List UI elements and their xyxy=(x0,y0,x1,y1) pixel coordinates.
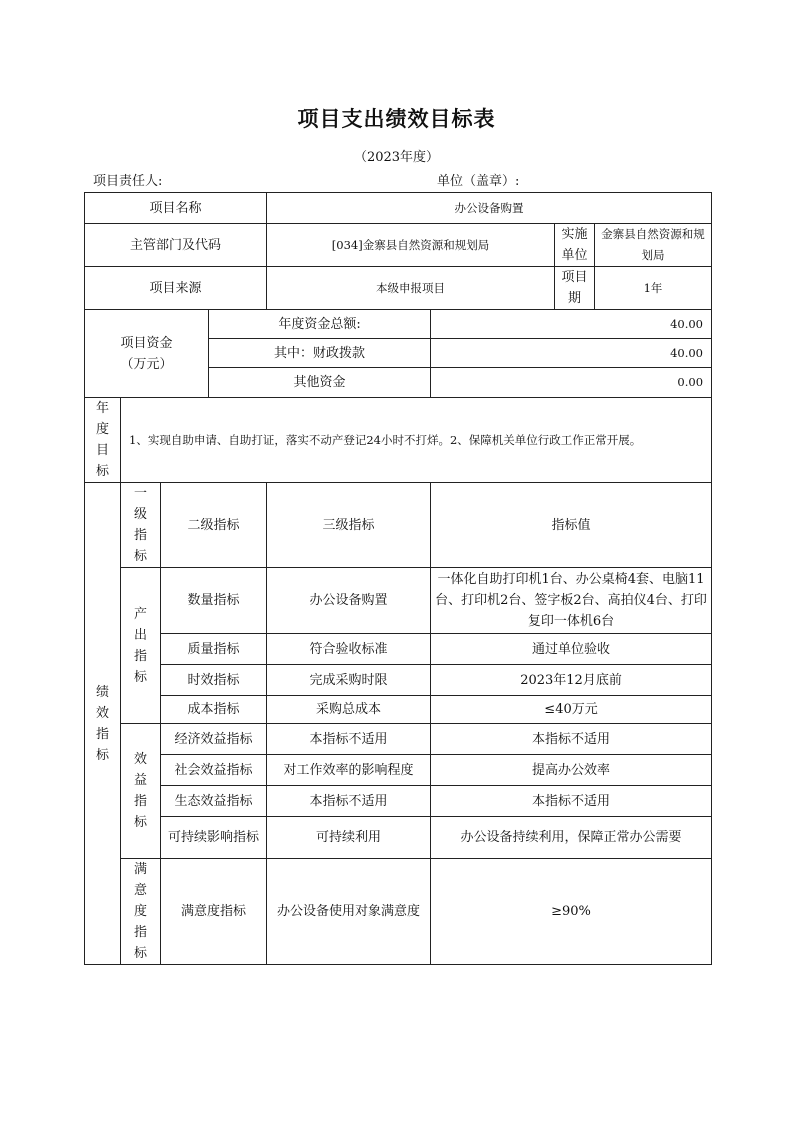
table-row xyxy=(85,755,712,786)
vertical-char: 指 xyxy=(133,925,147,940)
vertical-char: 度 xyxy=(95,422,109,437)
vertical-char: 指 xyxy=(133,648,147,664)
performance-indicators-label xyxy=(85,483,121,965)
vertical-char: 级 xyxy=(133,507,147,522)
vertical-char: 指 xyxy=(95,726,109,742)
level2-cell: 可持续影响指标 xyxy=(161,817,267,859)
level3-cell: 完成采购时限 xyxy=(267,665,431,696)
funds-total-value: 40.00 xyxy=(431,310,712,339)
vertical-char: 效 xyxy=(95,705,109,721)
level2-cell: 数量指标 xyxy=(161,568,267,634)
level2-cell: 质量指标 xyxy=(161,634,267,665)
vertical-char: 标 xyxy=(133,815,147,830)
vertical-char: 绩 xyxy=(95,684,109,700)
level2-cell: 满意度指标 xyxy=(161,859,267,965)
header-level2: 二级指标 xyxy=(161,483,267,568)
level3-cell: 办公设备购置 xyxy=(267,568,431,634)
page-title: 项目支出绩效目标表 xyxy=(297,106,496,131)
project-name-value: 办公设备购置 xyxy=(267,193,712,224)
table-row xyxy=(85,634,712,665)
department-value: [034]金寨县自然资源和规划局 xyxy=(267,224,555,267)
annual-goal-label xyxy=(85,398,121,483)
table-row xyxy=(85,696,712,724)
row-funds-total xyxy=(85,310,712,339)
value-cell: 本指标不适用 xyxy=(431,724,712,755)
funds-other-label: 其他资金 xyxy=(209,368,431,398)
level2-cell: 时效指标 xyxy=(161,665,267,696)
vertical-char: 产 xyxy=(133,606,147,622)
vertical-char: 意 xyxy=(133,883,147,898)
value-cell: 通过单位验收 xyxy=(431,634,712,665)
header-value: 指标值 xyxy=(431,483,712,568)
implementing-unit-value: 金寨县自然资源和规划局 xyxy=(595,224,712,267)
value-cell: 2023年12月底前 xyxy=(431,665,712,696)
table-row xyxy=(85,665,712,696)
group-label-satisfaction xyxy=(121,859,161,965)
table-row xyxy=(85,724,712,755)
level3-cell: 本指标不适用 xyxy=(267,724,431,755)
project-name-label: 项目名称 xyxy=(85,193,267,224)
level2-cell: 成本指标 xyxy=(161,696,267,724)
row-source xyxy=(85,267,712,310)
project-funds-label-line2: （万元） xyxy=(120,356,173,372)
vertical-char: 指 xyxy=(133,528,147,543)
level3-cell: 符合验收标准 xyxy=(267,634,431,665)
row-indicator-header xyxy=(85,483,712,568)
value-cell: 提高办公效率 xyxy=(431,755,712,786)
row-department xyxy=(85,224,712,267)
level2-cell: 生态效益指标 xyxy=(161,786,267,817)
year-subtitle: （2023年度） xyxy=(353,150,440,165)
level3-cell: 办公设备使用对象满意度 xyxy=(267,859,431,965)
funds-fiscal-label: 其中：财政拨款 xyxy=(209,339,431,368)
level3-cell: 采购总成本 xyxy=(267,696,431,724)
project-funds-label xyxy=(85,310,209,398)
level2-cell: 经济效益指标 xyxy=(161,724,267,755)
vertical-char: 出 xyxy=(133,627,147,643)
header-level3: 三级指标 xyxy=(267,483,431,568)
table-row xyxy=(85,817,712,859)
responsible-person-label: 项目责任人: xyxy=(93,174,163,189)
vertical-char: 满 xyxy=(133,862,147,877)
implementing-unit-label: 实施单位 xyxy=(555,224,595,267)
value-cell: ≥90% xyxy=(431,859,712,965)
funds-total-label: 年度资金总额: xyxy=(209,310,431,339)
vertical-char: 标 xyxy=(95,747,109,763)
value-cell: 本指标不适用 xyxy=(431,786,712,817)
vertical-char: 标 xyxy=(133,946,147,961)
performance-target-table xyxy=(84,192,712,965)
annual-goal-text: 1、实现自助申请、自助打证，落实不动产登记24小时不打烊。2、保障机关单位行政工作正常开展。 xyxy=(121,398,712,483)
funds-fiscal-value: 40.00 xyxy=(431,339,712,368)
vertical-char: 效 xyxy=(133,752,147,767)
project-source-value: 本级申报项目 xyxy=(267,267,555,310)
project-period-label: 项目期 xyxy=(555,267,595,310)
vertical-char: 益 xyxy=(133,773,147,788)
project-funds-label-line1: 项目资金 xyxy=(120,335,173,351)
vertical-char: 标 xyxy=(133,549,147,564)
table-row xyxy=(85,859,712,965)
group-label-benefit xyxy=(121,724,161,859)
project-period-value: 1年 xyxy=(595,267,712,310)
vertical-char: 指 xyxy=(133,794,147,809)
unit-seal-label: 单位（盖章）: xyxy=(437,174,520,189)
level3-cell: 可持续利用 xyxy=(267,817,431,859)
header-level1 xyxy=(121,483,161,568)
value-cell: 一体化自助打印机1台、办公桌椅4套、电脑11台、打印机2台、签字板2台、高拍仪4台、打印复印一体机6台 xyxy=(431,568,712,634)
group-label-output xyxy=(121,568,161,724)
level3-cell: 对工作效率的影响程度 xyxy=(267,755,431,786)
project-source-label: 项目来源 xyxy=(85,267,267,310)
value-cell: ≤40万元 xyxy=(431,696,712,724)
table-row xyxy=(85,786,712,817)
vertical-char: 目 xyxy=(95,443,109,458)
row-project-name xyxy=(85,193,712,224)
vertical-char: 标 xyxy=(95,464,109,479)
table-row xyxy=(85,568,712,634)
row-annual-goal xyxy=(85,398,712,483)
vertical-char: 标 xyxy=(133,669,147,685)
level3-cell: 本指标不适用 xyxy=(267,786,431,817)
department-label: 主管部门及代码 xyxy=(85,224,267,267)
vertical-char: 度 xyxy=(133,904,147,919)
funds-other-value: 0.00 xyxy=(431,368,712,398)
value-cell: 办公设备持续利用，保障正常办公需要 xyxy=(431,817,712,859)
vertical-char: 一 xyxy=(133,486,147,501)
level2-cell: 社会效益指标 xyxy=(161,755,267,786)
vertical-char: 年 xyxy=(95,401,109,416)
